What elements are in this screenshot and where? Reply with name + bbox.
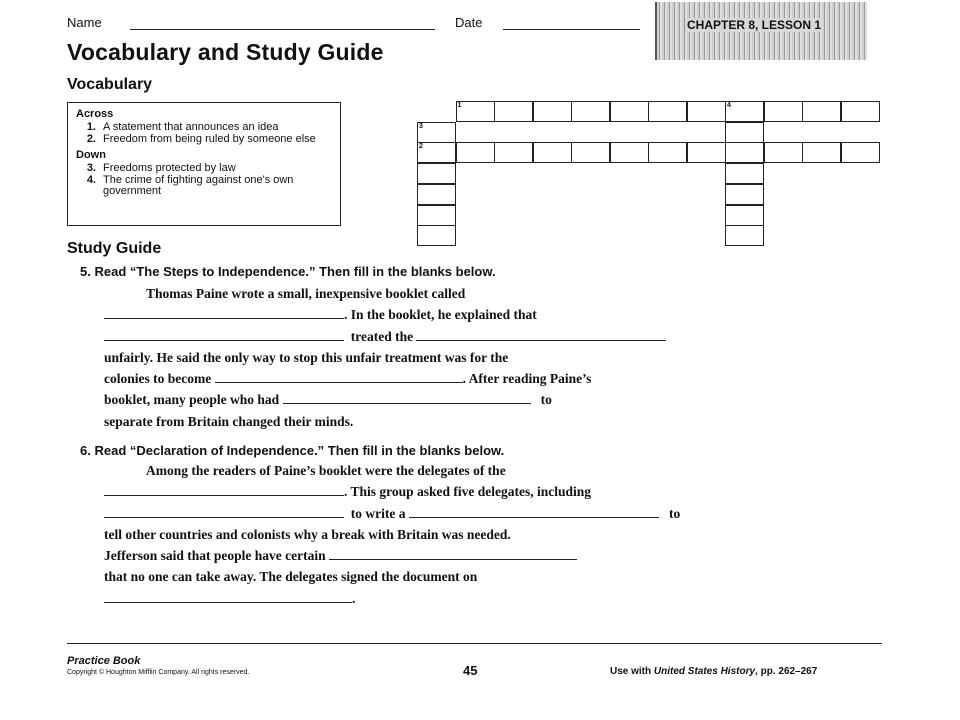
crossword-cell[interactable] <box>533 101 572 122</box>
question-number: 5. <box>80 264 91 279</box>
crossword-cell[interactable] <box>725 142 764 163</box>
text-line: colonies to become <box>104 371 212 387</box>
across-heading: Across <box>76 108 114 120</box>
text-line: that no one can take away. The delegates signed the document on <box>104 569 478 585</box>
text-line: . This group asked five delegates, including <box>344 484 592 500</box>
crossword-cell[interactable] <box>841 142 880 163</box>
crossword-cell[interactable] <box>417 184 456 205</box>
text-line: . In the booklet, he explained that <box>344 307 537 323</box>
crossword-cell[interactable] <box>725 184 764 205</box>
question-5-prompt <box>80 264 496 279</box>
text-line: . <box>352 590 356 606</box>
clue-number: 4. <box>86 174 96 186</box>
text-line: treated the <box>350 328 414 344</box>
crossword-cell[interactable] <box>687 142 726 163</box>
crossword-cell[interactable] <box>725 101 764 122</box>
crossword-cell[interactable] <box>494 142 533 163</box>
clue-number: 3. <box>86 162 96 174</box>
fill-blank[interactable] <box>104 327 344 341</box>
fill-blank[interactable] <box>409 504 659 518</box>
crossword-cell[interactable] <box>648 142 687 163</box>
crossword-cell[interactable] <box>571 101 610 122</box>
fill-blank[interactable] <box>104 589 352 603</box>
clue-text: Freedoms protected by law <box>103 162 236 174</box>
vocabulary-heading: Vocabulary <box>67 76 153 93</box>
text-line: tell other countries and colonists why a break with Britain was needed. <box>104 526 511 542</box>
text-line: to write a <box>350 505 406 521</box>
down-heading: Down <box>76 149 106 161</box>
fill-blank[interactable] <box>283 390 531 404</box>
fill-blank[interactable] <box>104 305 344 319</box>
text-line: separate from Britain changed their minds. <box>104 413 354 429</box>
use-with-prefix: Use with <box>610 666 654 677</box>
text-line: to <box>540 392 552 408</box>
fill-blank[interactable] <box>416 327 666 341</box>
fill-blank[interactable] <box>215 369 463 383</box>
chapter-badge-label: CHAPTER 8, LESSON 1 <box>687 18 822 32</box>
text-line: unfairly. He said the only way to stop this unfair treatment was for the <box>104 349 509 365</box>
crossword-cell[interactable] <box>494 101 533 122</box>
crossword-cell[interactable] <box>571 142 610 163</box>
text-line: to <box>668 505 681 521</box>
fill-blank[interactable] <box>104 482 344 496</box>
clue-text: Freedom from being ruled by someone else <box>103 133 316 145</box>
footer-book-title: Practice Book <box>67 655 141 667</box>
name-label: Name <box>67 15 102 30</box>
crossword-cell[interactable] <box>417 122 456 143</box>
footer-rule <box>67 643 882 644</box>
crossword-clue-number: 4 <box>727 102 731 109</box>
question-5-paragraph <box>104 283 734 432</box>
fill-blank[interactable] <box>104 504 344 518</box>
crossword-cell[interactable] <box>802 101 841 122</box>
crossword-cell[interactable] <box>456 101 495 122</box>
question-text: Read “The Steps to Independence.” Then fill in the blanks below. <box>94 264 496 279</box>
crossword-cell[interactable] <box>610 101 649 122</box>
crossword-cell[interactable] <box>610 142 649 163</box>
clue-number: 2. <box>86 133 96 145</box>
crossword-cell[interactable] <box>841 101 880 122</box>
text-line: Among the readers of Paine’s booklet were the delegates of the <box>146 463 506 478</box>
crossword-cell[interactable] <box>687 101 726 122</box>
text-line: booklet, many people who had <box>104 392 280 408</box>
use-with-title: United States History <box>653 666 756 677</box>
crossword-cell[interactable] <box>533 142 572 163</box>
question-6-prompt <box>80 443 504 458</box>
crossword-cell[interactable] <box>456 142 495 163</box>
page-number: 45 <box>463 663 478 678</box>
crossword-cell[interactable] <box>725 163 764 184</box>
clue-number: 1. <box>86 121 96 133</box>
clue-text: A statement that announces an idea <box>103 121 279 133</box>
page-title: Vocabulary and Study Guide <box>67 39 384 65</box>
fill-blank[interactable] <box>329 546 577 560</box>
use-with-pages: , pp. 262–267 <box>755 666 818 677</box>
question-6-paragraph <box>104 460 734 609</box>
crossword-cell[interactable] <box>802 142 841 163</box>
footer-copyright: Copyright © Houghton Mifflin Company. All rights reserved. <box>67 669 250 676</box>
crossword-cell[interactable] <box>417 163 456 184</box>
text-line: Jefferson said that people have certain <box>104 548 326 564</box>
question-text: Read “Declaration of Independence.” Then fill in the blanks below. <box>94 443 505 458</box>
crossword-cell[interactable] <box>417 142 456 163</box>
date-label: Date <box>455 15 483 30</box>
crossword-cell[interactable] <box>764 101 803 122</box>
footer-use-with <box>610 666 817 677</box>
crossword-cell[interactable] <box>764 142 803 163</box>
crossword-cell[interactable] <box>725 205 764 226</box>
question-number: 6. <box>80 443 91 458</box>
crossword-cell[interactable] <box>725 122 764 143</box>
text-line: Thomas Paine wrote a small, inexpensive booklet called <box>146 286 466 301</box>
study-guide-heading: Study Guide <box>67 240 162 257</box>
crossword-cell[interactable] <box>417 205 456 226</box>
crossword-cell[interactable] <box>725 225 764 246</box>
crossword-cell[interactable] <box>648 101 687 122</box>
crossword-cell[interactable] <box>417 225 456 246</box>
clue-text: The crime of fighting against one's own government <box>103 174 294 197</box>
crossword-clue-number: 3 <box>419 122 423 130</box>
text-line: . After reading Paine’s <box>462 371 592 387</box>
crossword-clue-number: 2 <box>419 143 423 151</box>
crossword-clue-number: 1 <box>457 102 462 109</box>
